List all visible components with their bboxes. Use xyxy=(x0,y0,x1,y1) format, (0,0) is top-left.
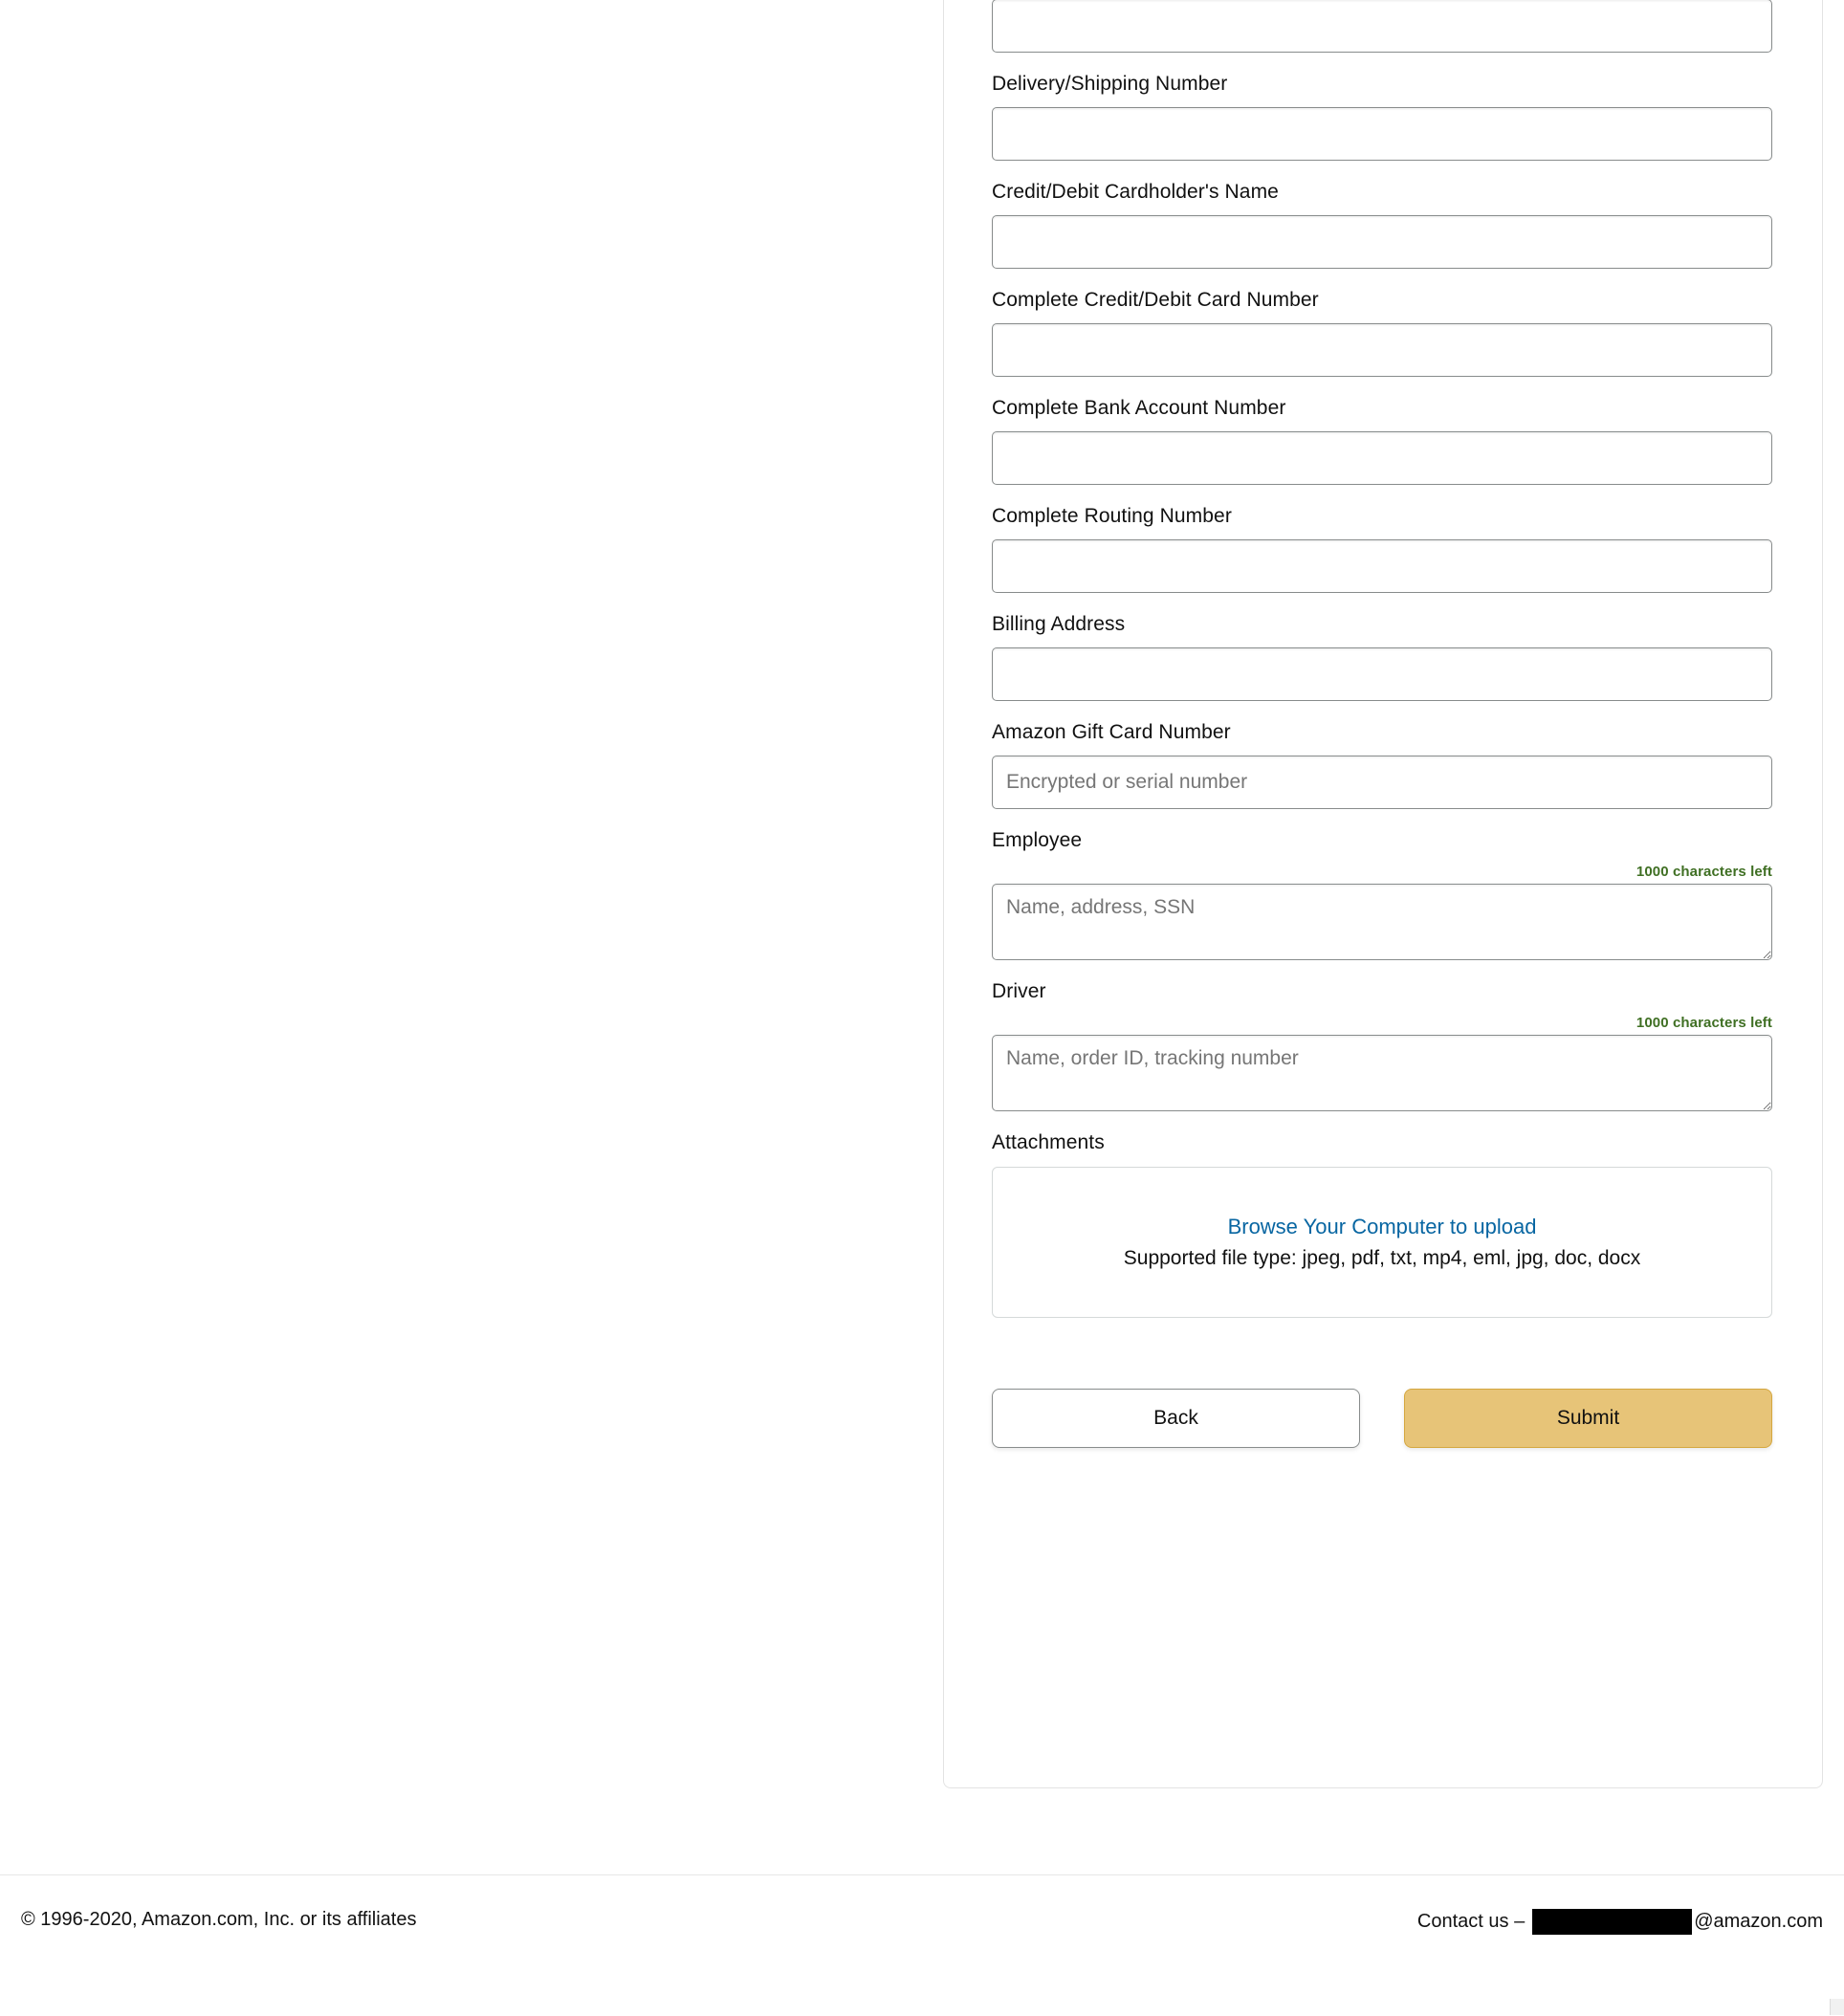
contact-email-domain: @amazon.com xyxy=(1694,1911,1823,1932)
driver-chars-left: 1000 characters left xyxy=(1635,1015,1772,1031)
driver-textarea[interactable] xyxy=(992,1035,1772,1111)
field-label: Amazon Gift Card Number xyxy=(992,721,1231,743)
scrollbar-corner[interactable] xyxy=(1830,1999,1844,2015)
field-label: Delivery/Shipping Number xyxy=(992,73,1228,95)
bank-account-number-input[interactable] xyxy=(992,431,1772,485)
field-label: Complete Routing Number xyxy=(992,505,1232,527)
form-actions xyxy=(992,1389,1772,1448)
page-footer xyxy=(0,1874,1844,2016)
delivery-shipping-number-input[interactable] xyxy=(992,107,1772,161)
field-gift-card-number xyxy=(992,718,1772,809)
redacted-email-box xyxy=(1532,1909,1692,1935)
routing-number-input[interactable] xyxy=(992,539,1772,593)
attachments-label: Attachments xyxy=(992,1131,1105,1153)
field-cardholder-name xyxy=(992,178,1772,269)
back-button[interactable]: Back xyxy=(992,1389,1360,1448)
third-party-seller-url-input[interactable] xyxy=(992,0,1772,53)
contact-form-card xyxy=(943,0,1823,1788)
field-label: Complete Credit/Debit Card Number xyxy=(992,289,1319,311)
gift-card-number-input[interactable] xyxy=(992,756,1772,809)
employee-chars-left: 1000 characters left xyxy=(1635,864,1772,880)
billing-address-input[interactable] xyxy=(992,647,1772,701)
employee-textarea[interactable] xyxy=(992,884,1772,960)
field-label: Employee xyxy=(992,829,1083,851)
card-number-input[interactable] xyxy=(992,323,1772,377)
cardholder-name-input[interactable] xyxy=(992,215,1772,269)
footer-copyright: © 1996-2020, Amazon.com, Inc. or its affiliates xyxy=(21,1909,417,1930)
supported-file-types-note: Supported file type: jpeg, pdf, txt, mp4, eml, jpg, doc, docx xyxy=(1123,1247,1641,1269)
field-billing-address xyxy=(992,610,1772,701)
field-delivery-shipping-number xyxy=(992,70,1772,161)
form-fields-container xyxy=(992,0,1772,1448)
field-driver xyxy=(992,977,1772,1111)
field-label: Driver xyxy=(992,980,1046,1002)
field-third-party-seller-url xyxy=(992,0,1772,53)
field-label: Complete Bank Account Number xyxy=(992,397,1286,419)
field-attachments xyxy=(992,1129,1772,1318)
submit-button[interactable]: Submit xyxy=(1404,1389,1772,1448)
field-bank-account-number xyxy=(992,394,1772,485)
field-routing-number xyxy=(992,502,1772,593)
attachments-dropzone[interactable] xyxy=(992,1167,1772,1318)
field-label: Billing Address xyxy=(992,613,1126,635)
footer-contact xyxy=(1417,1909,1823,1935)
contact-us-label: Contact us – xyxy=(1416,1911,1526,1932)
browse-files-link[interactable]: Browse Your Computer to upload xyxy=(1227,1215,1537,1238)
field-card-number xyxy=(992,286,1772,377)
field-label: Credit/Debit Cardholder's Name xyxy=(992,181,1279,203)
field-employee xyxy=(992,826,1772,960)
